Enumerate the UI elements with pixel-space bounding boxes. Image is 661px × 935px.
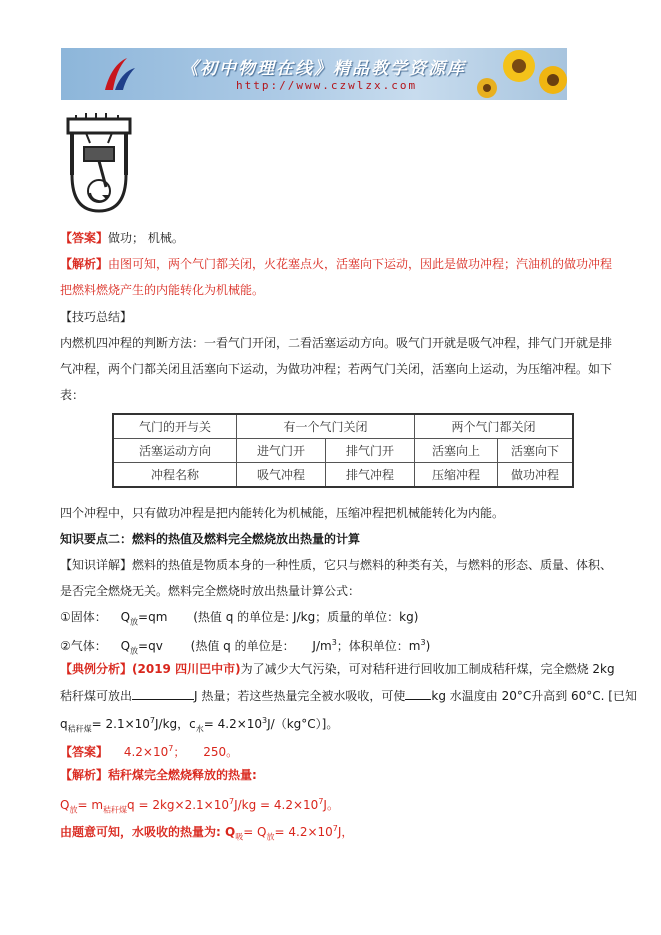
example-tag: 【典例分析】 bbox=[60, 662, 133, 676]
gas-note: (热值 q 的单位是： bbox=[190, 639, 295, 653]
example-text: J 热量；若这些热量完全被水吸收，可使 bbox=[194, 689, 406, 703]
analysis-text: 由图可知，两个气门都关闭，火花塞点火，活塞向下运动，因此是做功冲程；汽油机的做功冲程 bbox=[108, 257, 613, 271]
superscript: 7 bbox=[228, 797, 235, 806]
table-cell: 活塞运动方向 bbox=[113, 439, 237, 463]
gas-note-sup: 3 bbox=[331, 638, 337, 647]
superscript: 7 bbox=[318, 797, 324, 806]
answer-separator: ； bbox=[173, 745, 186, 759]
banner-title: 《初中物理在线》精品教学资源库 bbox=[181, 59, 466, 79]
table-cell: 吸气冲程 bbox=[237, 463, 326, 488]
example-text: = 2.1×10 bbox=[91, 717, 150, 731]
table-cell: 排气门开 bbox=[326, 439, 415, 463]
subscript: 吸 bbox=[235, 832, 244, 842]
gas-note-unit: J/m bbox=[312, 639, 332, 653]
subscript: 秸秆煤 bbox=[67, 724, 92, 734]
example-source: (2019 四川巴中市) bbox=[132, 662, 241, 676]
detail-line1 bbox=[60, 557, 612, 573]
site-logo-icon bbox=[99, 56, 139, 94]
gas-note-sup2: 3 bbox=[420, 638, 426, 647]
gas-q: Q bbox=[120, 639, 131, 653]
answer-value: 250 bbox=[203, 745, 227, 759]
table-row bbox=[113, 414, 573, 439]
answer-blank bbox=[132, 687, 194, 700]
table-cell: 进气门开 bbox=[237, 439, 326, 463]
example-text: J/（kg°C）]。 bbox=[267, 717, 339, 731]
formula-text: J， bbox=[337, 825, 354, 839]
example-line3 bbox=[60, 713, 338, 737]
table-row bbox=[113, 463, 573, 488]
example-line1 bbox=[60, 661, 615, 677]
table-cell: 活塞向上 bbox=[415, 439, 498, 463]
answer-value: 4.2×10 bbox=[123, 745, 169, 759]
table-cell: 做功冲程 bbox=[498, 463, 574, 488]
table-cell: 活塞向下 bbox=[498, 439, 574, 463]
analysis-1-line1 bbox=[60, 256, 612, 272]
table-row bbox=[113, 439, 573, 463]
formula-text: = 4.2×10 bbox=[274, 825, 333, 839]
summary: 四个冲程中，只有做功冲程是把内能转化为机械能，压缩冲程把机械能转化为内能。 bbox=[60, 506, 505, 520]
analysis-tag: 【解析】 bbox=[60, 768, 109, 782]
superscript: 3 bbox=[262, 716, 268, 725]
subscript: 放 bbox=[266, 832, 275, 842]
table-cell: 两个气门都关闭 bbox=[415, 414, 574, 439]
example-text: q bbox=[60, 717, 68, 731]
analysis-2-line1 bbox=[60, 767, 257, 783]
answer-blank bbox=[405, 687, 431, 700]
table-cell: 冲程名称 bbox=[113, 463, 237, 488]
gas-note-volume: ；体积单位：m bbox=[336, 639, 421, 653]
example-text: 为了减少大气污染，可对秸秆进行回收加工制成秸秆煤，完全燃烧 2kg bbox=[240, 662, 615, 676]
answer-1 bbox=[60, 230, 184, 246]
gas-formula: =qv bbox=[138, 639, 163, 653]
superscript: 7 bbox=[168, 744, 174, 753]
solid-q: Q bbox=[120, 610, 131, 624]
subscript: 水 bbox=[195, 724, 204, 734]
detail-text: 燃料的热值是物质本身的一种性质，它只与燃料的种类有关，与燃料的形态、质量、体积、 bbox=[132, 558, 613, 572]
table-cell: 压缩冲程 bbox=[415, 463, 498, 488]
formula-text: = Q bbox=[243, 825, 267, 839]
solid-sub: 放 bbox=[130, 617, 139, 627]
analysis-tag: 【解析】 bbox=[60, 257, 109, 271]
table-cell: 气门的开与关 bbox=[113, 414, 237, 439]
analysis-2-line3 bbox=[60, 821, 353, 845]
formula-text: Q bbox=[60, 798, 70, 812]
solid-label: ①固体： bbox=[60, 610, 107, 624]
formula-solid bbox=[60, 609, 418, 630]
table-cell: 有一个气门关闭 bbox=[237, 414, 415, 439]
section-heading: 知识要点二：燃料的热值及燃料完全燃烧放出热量的计算 bbox=[60, 532, 361, 546]
example-text: J/kg，c bbox=[155, 717, 196, 731]
gas-label: ②气体： bbox=[60, 639, 107, 653]
table-cell: 排气冲程 bbox=[326, 463, 415, 488]
subscript: 秸秆煤 bbox=[103, 805, 128, 815]
header-banner bbox=[61, 48, 567, 100]
answer-tag: 【答案】 bbox=[60, 745, 109, 759]
answer-tag: 【答案】 bbox=[60, 231, 109, 245]
tips-line2: 气冲程，两个门都关闭且活塞向下运动，为做功冲程；若两气门关闭，活塞向上运动，为压缩冲程。如下 bbox=[60, 362, 613, 376]
banner-url: http://www.czwlzx.com bbox=[236, 79, 418, 92]
subscript: 放 bbox=[69, 805, 78, 815]
gas-note-close: ) bbox=[425, 639, 431, 653]
formula-gas bbox=[60, 635, 430, 659]
formula-text: q = 2kg×2.1×10 bbox=[127, 798, 229, 812]
tips-line1: 内燃机四冲程的判断方法：一看气门开闭，二看活塞运动方向。吸气门开就是吸气冲程，排气门开就是排 bbox=[60, 336, 613, 350]
stroke-table bbox=[112, 413, 574, 488]
formula-text: J。 bbox=[323, 798, 339, 812]
answer-end: 。 bbox=[226, 745, 239, 759]
formula-text: 由题意可知，水吸收的热量为: Q bbox=[60, 825, 236, 839]
solid-note: (热值 q 的单位是: J/kg；质量的单位：kg) bbox=[193, 610, 419, 624]
formula-text: J/kg = 4.2×10 bbox=[234, 798, 319, 812]
gas-sub: 放 bbox=[130, 646, 139, 656]
answer-2 bbox=[60, 741, 238, 760]
example-text: = 4.2×10 bbox=[203, 717, 263, 731]
example-text: kg 水温度由 20°C升高到 60°C. [已知 bbox=[431, 689, 637, 703]
detail-line2: 是否完全燃烧无关。燃料完全燃烧时放出热量计算公式： bbox=[60, 584, 361, 598]
tips-heading: 【技巧总结】 bbox=[60, 310, 133, 324]
solid-formula: =qm bbox=[138, 610, 168, 624]
answer-text: 做功； 机械。 bbox=[108, 231, 184, 245]
engine-cylinder-icon bbox=[66, 113, 132, 213]
superscript: 7 bbox=[149, 716, 155, 725]
analysis-text: 秸秆煤完全燃烧释放的热量: bbox=[108, 768, 257, 782]
superscript: 7 bbox=[332, 824, 338, 833]
detail-tag: 【知识详解】 bbox=[60, 558, 133, 572]
analysis-1-line2: 把燃料燃烧产生的内能转化为机械能。 bbox=[60, 283, 265, 297]
example-text: 秸秆煤可放出 bbox=[60, 689, 133, 703]
analysis-2-line2 bbox=[60, 794, 339, 818]
example-line2 bbox=[60, 687, 637, 704]
formula-text: = m bbox=[77, 798, 104, 812]
tips-line3: 表： bbox=[60, 388, 85, 402]
sunflower-decoration-icon bbox=[457, 48, 567, 100]
